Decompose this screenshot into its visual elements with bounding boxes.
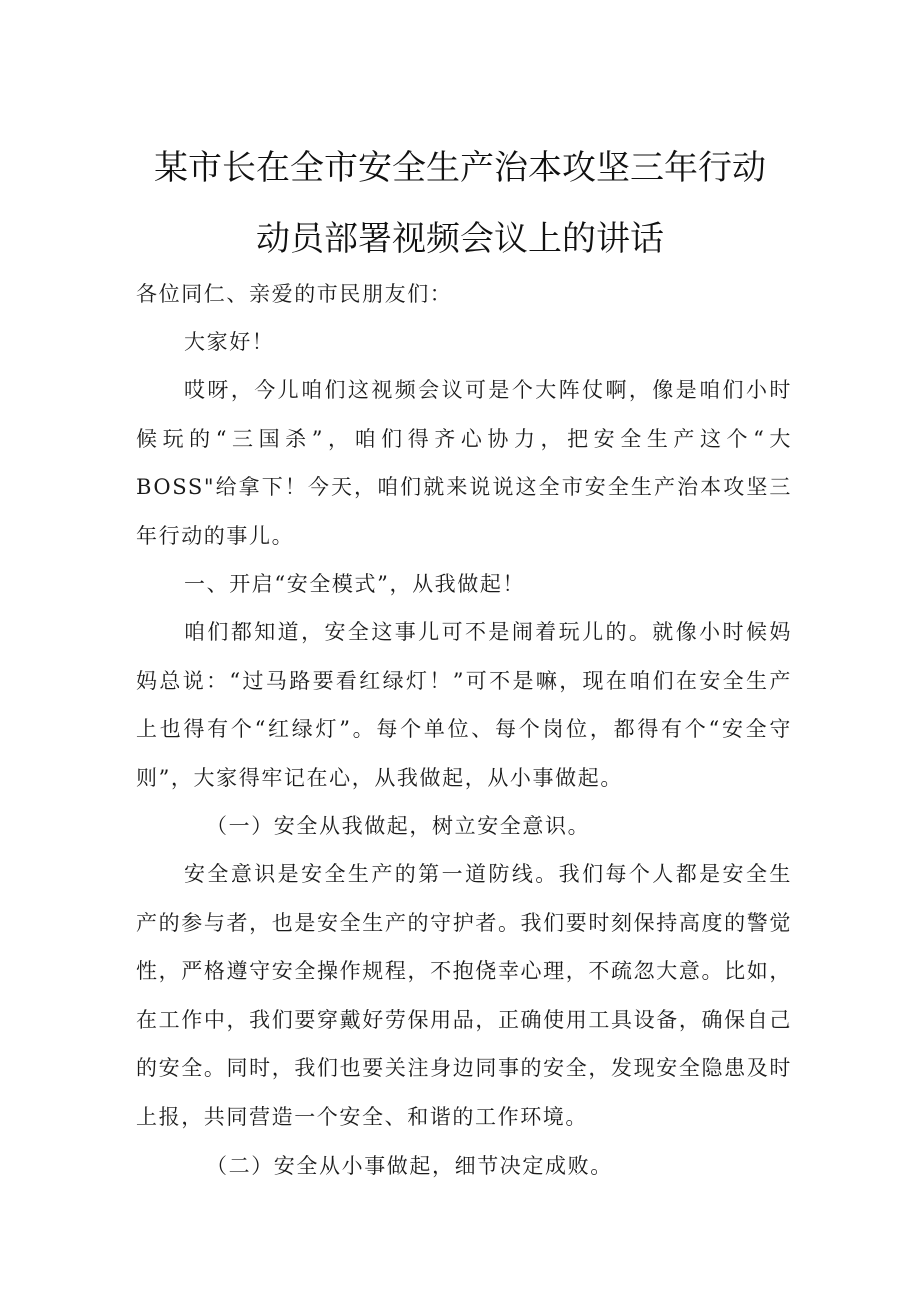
document-title-line-2: 动员部署视频会议上的讲话 — [256, 219, 664, 259]
subsection-1-paragraph: 安全意识是安全生产的第一道防线。我们每个人都是安全生产的参与者，也是安全生产的守护者。我们要时刻保持高度的警觉性，严格遵守安全操作规程，不抱侥幸心理，不疏忽大意。比如，在工作中，我们要穿戴好劳保用品，正确使用工具设备，确保自己的安全。同时，我们也要关注身边同事的安全，发现安全隐患及时上报，共同营造一个安全、和谐的工作环境。 — [136, 862, 792, 1129]
subsection-1-heading: （一）安全从我做起，树立安全意识。 — [206, 814, 591, 838]
greeting: 大家好！ — [184, 330, 275, 354]
salutation: 各位同仁、亲爱的市民朋友们： — [136, 282, 453, 306]
intro-paragraph: 哎呀，今儿咱们这视频会议可是个大阵仗啊，像是咱们小时候玩的“三国杀”，咱们得齐心协力，把安全生产这个“大BOSS"给拿下！今天，咱们就来说说这全市安全生产治本攻坚三年行动的事儿。 — [136, 378, 792, 548]
section-1-paragraph: 咱们都知道，安全这事儿可不是闹着玩儿的。就像小时候妈妈总说：“过马路要看红绿灯！”可不是嘛，现在咱们在安全生产上也得有个“红绿灯”。每个单位、每个岗位，都得有个“安全守则”，大家得牢记在心，从我做起，从小事做起。 — [136, 620, 792, 790]
subsection-2-heading: （二）安全从小事做起，细节决定成败。 — [206, 1154, 613, 1178]
section-1-heading: 一、开启“安全模式”，从我做起！ — [184, 572, 526, 596]
document-title-line-1: 某市长在全市安全生产治本攻坚三年行动 — [154, 148, 766, 188]
